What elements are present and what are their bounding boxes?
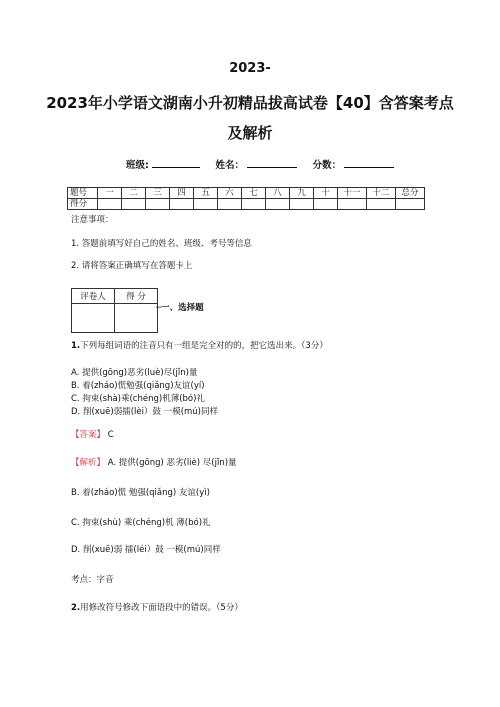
year-line: 2023-: [229, 61, 271, 76]
class-label: 班级:: [126, 160, 149, 171]
score-col-12: 十二: [367, 188, 396, 199]
name-field[interactable]: [247, 157, 297, 168]
answer-value: C: [107, 430, 114, 440]
option-a: A. 提供(gōng)恶劣(luè)尽(jǐn)量: [71, 368, 198, 378]
analysis-c: C. 拘束(shù) 乘(chéng)机 薄(bó)礼: [71, 518, 211, 528]
score-table-score-label: 得分: [68, 199, 98, 210]
score-col-2: 二: [122, 188, 146, 199]
notice-title: 注意事项：: [71, 215, 114, 225]
question-1: [71, 339, 328, 351]
score-cell[interactable]: [338, 199, 367, 210]
question-2-number: 2.: [71, 603, 81, 613]
score-col-4: 四: [170, 188, 194, 199]
score-cell[interactable]: [170, 199, 194, 210]
score-field[interactable]: [344, 157, 394, 168]
grader-name-cell[interactable]: [72, 304, 115, 333]
score-table-row-label: 题号: [68, 188, 98, 199]
question-1-text: 下列每组词语的注音只有一组是完全对的的，把它选出来。（3分）: [80, 341, 328, 351]
score-cell[interactable]: [146, 199, 170, 210]
question-1-number: 1.: [71, 341, 81, 351]
score-cell[interactable]: [218, 199, 242, 210]
student-info-line: [126, 157, 394, 171]
answer-line: [71, 428, 114, 440]
score-table-header-row: [68, 188, 425, 199]
score-cell[interactable]: [194, 199, 218, 210]
question-2: [71, 601, 243, 613]
knowledge-point: 考点：字音: [71, 575, 114, 585]
analysis-a-line: [71, 456, 237, 468]
section-title: [156, 301, 204, 313]
score-cell[interactable]: [290, 199, 314, 210]
score-col-1: 一: [98, 188, 122, 199]
class-field[interactable]: [152, 157, 200, 168]
grader-score-label: 得 分: [115, 289, 158, 304]
option-c: C. 拘束(shà)乘(chéng)机薄(bó)礼: [71, 394, 205, 404]
score-col-10: 十: [314, 188, 338, 199]
option-d: D. 削(xuē)弱擂(lèi）鼓 一模(mú)同样: [71, 407, 218, 417]
score-cell[interactable]: [314, 199, 338, 210]
option-b: B. 着(zháo)慌勉强(qiǎng)友谊(yí): [71, 381, 205, 391]
exam-title: 2023年小学语文湖南小升初精品拔高试卷【40】含答案考点: [46, 94, 454, 112]
section-dash: ─: [156, 303, 162, 313]
score-col-8: 八: [266, 188, 290, 199]
analysis-label: 【解析】: [71, 458, 106, 468]
score-col-3: 三: [146, 188, 170, 199]
grader-score-cell[interactable]: [115, 304, 158, 333]
section-title-text: 一、选择题: [161, 303, 204, 313]
answer-label: 【答案】: [71, 430, 106, 440]
exam-title-cont: 及解析: [227, 124, 273, 142]
question-2-text: 用修改符号修改下面语段中的错误。（5分）: [80, 603, 243, 613]
score-cell[interactable]: [367, 199, 396, 210]
score-col-11: 十一: [338, 188, 367, 199]
name-label: 姓名：: [215, 160, 244, 171]
score-cell[interactable]: [122, 199, 146, 210]
score-col-9: 九: [290, 188, 314, 199]
score-col-5: 五: [194, 188, 218, 199]
score-cell[interactable]: [242, 199, 266, 210]
notice-item-2: 2. 请将答案正确填写在答题卡上: [71, 261, 193, 271]
score-col-6: 六: [218, 188, 242, 199]
score-table: [67, 187, 425, 210]
score-cell[interactable]: [396, 199, 425, 210]
analysis-a: A. 提供(gōng) 恶劣(liè) 尽(jǐn)量: [107, 458, 237, 468]
score-table-score-row: [68, 199, 425, 210]
grader-table: [71, 288, 158, 333]
grader-label: 评卷人: [72, 289, 115, 304]
score-col-total: 总分: [396, 188, 425, 199]
score-cell[interactable]: [266, 199, 290, 210]
score-col-7: 七: [242, 188, 266, 199]
analysis-b: B. 着(zháo)慌 勉强(qiǎng) 友谊(yì): [71, 488, 210, 498]
score-cell[interactable]: [98, 199, 122, 210]
score-label: 分数：: [312, 160, 342, 171]
analysis-d: D. 削(xuē)弱 擂(léi）鼓 一模(mú)同样: [71, 545, 221, 555]
notice-item-1: 1. 答题前填写好自己的姓名、班级、考号等信息: [71, 239, 252, 249]
